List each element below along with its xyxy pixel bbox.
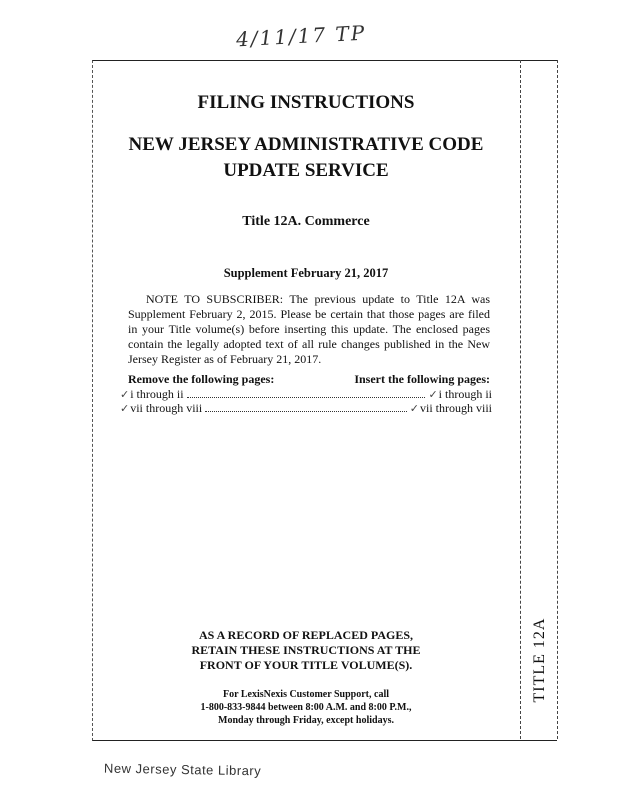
title-name: Title 12A. Commerce (242, 214, 370, 229)
title-tab-text: TITLE 12A (531, 617, 548, 703)
checkmark-icon: ✓ (428, 389, 438, 401)
dot-leader (187, 388, 426, 398)
title-tab-label (528, 610, 552, 710)
customer-support-info (96, 688, 516, 727)
checkmark-icon: ✓ (120, 403, 130, 415)
dot-leader (205, 402, 407, 412)
filing-instructions-heading: FILING INSTRUCTIONS (197, 92, 415, 113)
handwritten-date-initials: 4/11/17 TP (235, 20, 367, 52)
code-heading-line2: UPDATE SERVICE (223, 160, 389, 181)
supplement-date: Supplement February 21, 2017 (223, 266, 389, 280)
insert-pages-value: i through ii (438, 387, 492, 401)
support-line2: 1-800-833-9844 between 8:00 A.M. and 8:00 P.M., (200, 702, 412, 713)
support-line3: Monday through Friday, except holidays. (218, 715, 394, 726)
record-line1: AS A RECORD OF REPLACED PAGES, (198, 628, 414, 642)
record-line3: FRONT OF YOUR TITLE VOLUME(S). (199, 658, 413, 672)
record-line2: RETAIN THESE INSTRUCTIONS AT THE (191, 643, 421, 657)
remove-pages-value: i through ii (130, 387, 184, 401)
library-stamp: New Jersey State Library (103, 760, 262, 779)
insert-pages-value: vii through viii (420, 401, 492, 415)
page-row (120, 387, 492, 402)
checkmark-icon: ✓ (409, 403, 419, 415)
pages-header (128, 372, 490, 387)
remove-pages-value: vii through viii (130, 401, 203, 415)
remove-pages-heading: Remove the following pages: (128, 372, 275, 386)
support-line1: For LexisNexis Customer Support, call (222, 689, 389, 700)
subscriber-note: NOTE TO SUBSCRIBER: The previous update to Title 12A was Supplement February 2, 2015. Please be certain that those pages are filed in your Title volume(s) before inserting this update. The enclosed pages contain the legally adopted text of all rule changes published in the New Jersey Register as of February 21, 2017. (128, 292, 490, 366)
code-heading (96, 132, 516, 184)
code-heading-line1: NEW JERSEY ADMINISTRATIVE CODE (128, 134, 484, 155)
page-row (120, 401, 492, 416)
record-instructions (96, 628, 516, 673)
checkmark-icon: ✓ (120, 389, 130, 401)
insert-pages-heading: Insert the following pages: (354, 372, 490, 386)
